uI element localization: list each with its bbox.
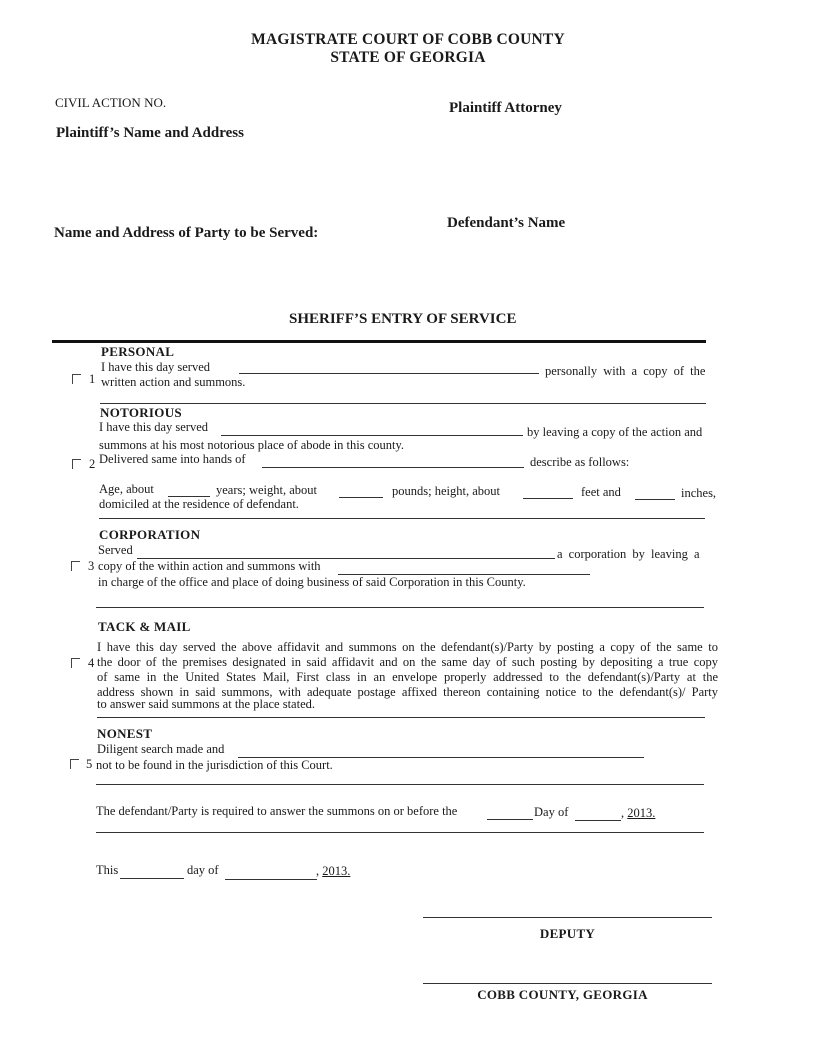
corporation-line2: copy of the within action and summons with (98, 559, 321, 573)
answer-day-blank[interactable] (487, 808, 533, 820)
corporation-line1b: a corporation by leaving a (557, 547, 700, 561)
county-signature-line[interactable] (423, 983, 712, 984)
personal-divider (100, 403, 706, 404)
notorious-line2: summons at his most notorious place of abode in this county. (99, 438, 405, 452)
notorious-pounds-label: pounds; height, about (392, 484, 500, 498)
notorious-age-blank[interactable] (168, 485, 210, 497)
personal-line1a: I have this day served (101, 360, 210, 374)
corporation-served-blank[interactable] (137, 547, 555, 559)
personal-line1b: personally with a copy of the (545, 364, 706, 378)
personal-checkbox[interactable] (72, 374, 81, 384)
personal-heading: PERSONAL (101, 344, 175, 359)
notorious-number: 2 (89, 457, 96, 471)
notorious-heading: NOTORIOUS (100, 405, 182, 420)
notorious-inches-blank[interactable] (635, 488, 675, 500)
notorious-line1b: by leaving a copy of the action and (527, 425, 703, 439)
tack-mail-number: 4 (88, 656, 95, 670)
answer-divider (96, 832, 704, 833)
deputy-label: DEPUTY (539, 926, 596, 941)
answer-year-value: 2013. (627, 806, 656, 820)
nonest-number: 5 (86, 757, 93, 771)
county-label: COBB COUNTY, GEORGIA (477, 987, 648, 1002)
answer-month-blank[interactable] (575, 809, 621, 821)
corporation-heading: CORPORATION (99, 527, 201, 542)
tack-mail-line2: the door of the premises designated in said affidavit and on the same day of such posting by depositing a true copy (97, 655, 718, 669)
notorious-line5: domiciled at the residence of defendant. (99, 497, 299, 511)
defendant-name-label: Defendant’s Name (447, 215, 566, 231)
date-year-value: 2013. (322, 864, 351, 878)
notorious-hands-blank[interactable] (262, 456, 524, 468)
notorious-served-blank[interactable] (221, 424, 523, 436)
answer-day-of: Day of (534, 805, 569, 819)
notorious-feet-label: feet and (581, 485, 621, 499)
tack-mail-checkbox[interactable] (71, 658, 80, 668)
form-title: SHERIFF’S ENTRY OF SERVICE (289, 311, 517, 327)
date-day-blank[interactable] (120, 867, 184, 879)
nonest-heading: NONEST (97, 726, 153, 741)
notorious-years-label: years; weight, about (216, 483, 318, 497)
party-served-label: Name and Address of Party to be Served: (54, 225, 319, 241)
date-this: This (96, 863, 119, 877)
notorious-divider (99, 518, 705, 519)
court-name: MAGISTRATE COURT OF COBB COUNTY (251, 31, 565, 48)
tack-mail-line3: of same in the United States Mail, First class in an envelope properly addressed to the defendant(s)/Party at the (97, 670, 718, 684)
notorious-line3b: describe as follows: (530, 455, 630, 469)
notorious-checkbox[interactable] (72, 459, 81, 469)
tack-mail-line5: to answer said summons at the place stated. (97, 697, 315, 711)
date-day-of: day of (187, 863, 219, 877)
notorious-line3a: Delivered same into hands of (99, 452, 246, 466)
tack-mail-divider (97, 717, 705, 718)
notorious-line1a: I have this day served (99, 420, 208, 434)
plaintiff-name-label: Plaintiff’s Name and Address (56, 125, 244, 141)
nonest-line2: not to be found in the jurisdiction of this Court. (96, 758, 333, 772)
date-year: , 2013. (316, 864, 351, 878)
answer-year: , 2013. (621, 806, 656, 820)
corporation-line3: in charge of the office and place of doing business of said Corporation in this County. (98, 575, 526, 589)
tack-mail-line4: address shown in said summons, with adequate postage affixed thereon containing notice to the defendant(s)/ Party (97, 685, 718, 699)
title-divider (52, 340, 706, 343)
corporation-line1a: Served (98, 543, 133, 557)
personal-number: 1 (89, 372, 96, 386)
tack-mail-line1: I have this day served the above affidavit and summons on the defendant(s)/Party by posting a copy of the same to (97, 640, 718, 654)
deputy-signature-line[interactable] (423, 917, 712, 918)
notorious-height-blank[interactable] (523, 487, 573, 499)
personal-served-blank[interactable] (239, 362, 539, 374)
personal-line2: written action and summons. (101, 375, 246, 389)
notorious-weight-blank[interactable] (339, 486, 383, 498)
state-name: STATE OF GEORGIA (330, 49, 486, 66)
nonest-divider (96, 784, 704, 785)
corporation-checkbox[interactable] (71, 561, 80, 571)
answer-text: The defendant/Party is required to answer the summons on or before the (96, 804, 458, 818)
tack-mail-heading: TACK & MAIL (98, 619, 191, 634)
corporation-with-blank[interactable] (338, 563, 590, 575)
civil-action-label: CIVIL ACTION NO. (55, 95, 167, 110)
notorious-age-label: Age, about (99, 482, 154, 496)
nonest-search-blank[interactable] (238, 746, 644, 758)
plaintiff-attorney-label: Plaintiff Attorney (449, 100, 562, 116)
nonest-checkbox[interactable] (70, 759, 79, 769)
date-month-blank[interactable] (225, 868, 317, 880)
nonest-line1: Diligent search made and (97, 742, 225, 756)
corporation-number: 3 (88, 559, 95, 573)
notorious-inches-label: inches, (681, 486, 717, 500)
corporation-divider (96, 607, 704, 608)
